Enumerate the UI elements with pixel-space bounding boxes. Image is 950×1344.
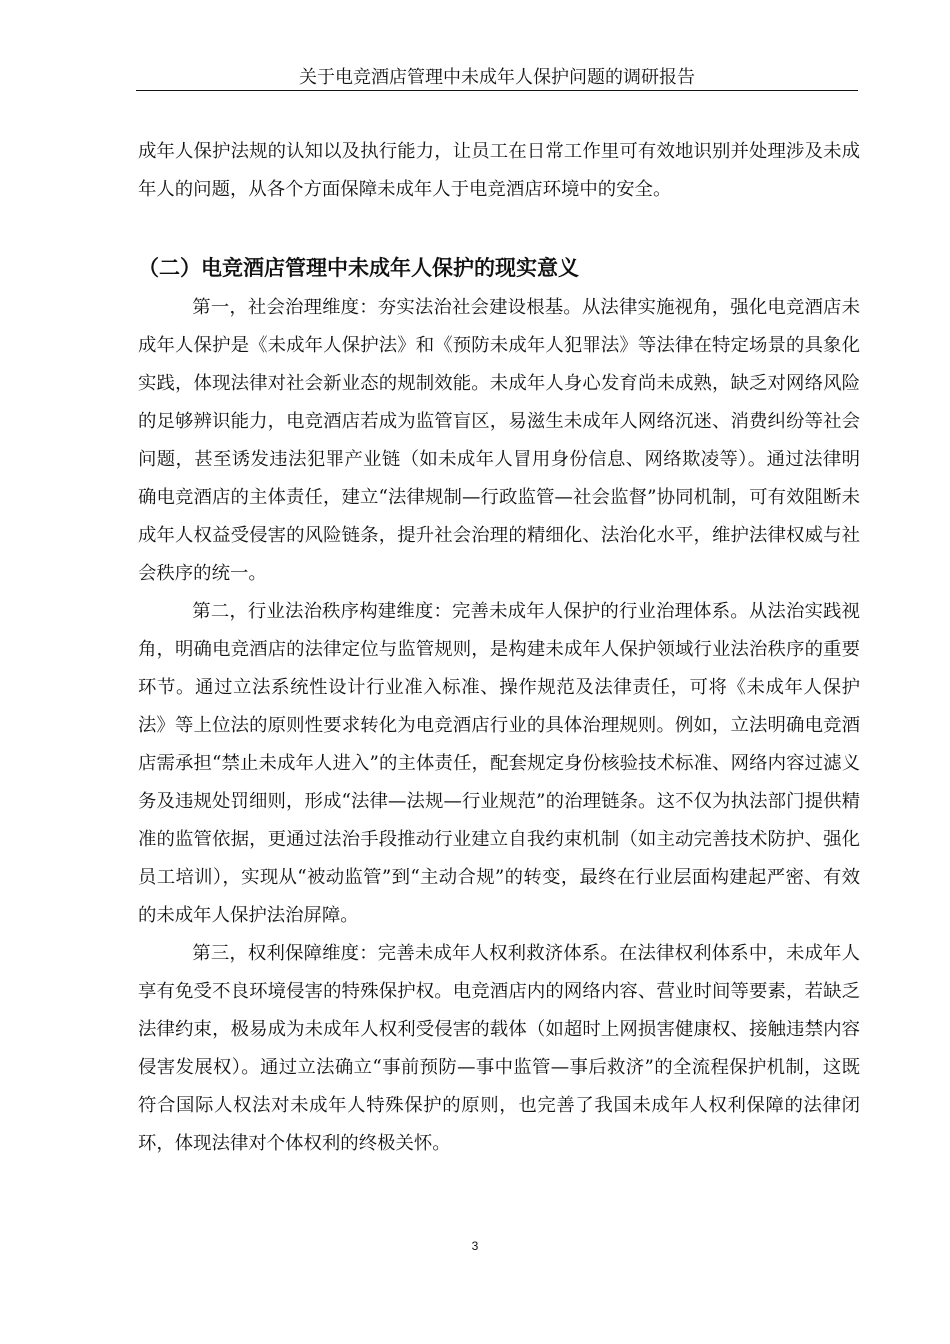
page-number: 3	[471, 1239, 479, 1253]
continued-paragraph: 成年人保护法规的认知以及执行能力，让员工在日常工作里可有效地识别并处理涉及未成年人的问题，从各个方面保障未成年人于电竞酒店环境中的安全。	[138, 141, 860, 200]
paragraph-industry-order: 第二，行业法治秩序构建维度：完善未成年人保护的行业治理体系。从法治实践视角，明确电竞酒店的法律定位与监管规则，是构建未成年人保护领域行业法治秩序的重要环节。通过立法系统性设计行业准入标准、操作规范及法律责任，可将《未成年人保护法》等上位法的原则性要求转化为电竞酒店行业的具体治理规则。例如，立法明确电竞酒店需承担“禁止未成年人进入”的主体责任，配套规定身份核验技术标准、网络内容过滤义务及违规处罚细则，形成“法律—法规—行业规范”的治理链条。这不仅为执法部门提供精准的监管依据，更通过法治手段推动行业建立自我约束机制（如主动完善技术防护、强化员工培训），实现从“被动监管”到“主动合规”的转变，最终在行业层面构建起严密、有效的未成年人保护法治屏障。	[138, 601, 860, 926]
paragraph-social-governance: 第一，社会治理维度：夯实法治社会建设根基。从法律实施视角，强化电竞酒店未成年人保护是《未成年人保护法》和《预防未成年人犯罪法》等法律在特定场景的具象化实践，体现法律对社会新业态的规制效能。未成年人身心发育尚未成熟，缺乏对网络风险的足够辨识能力，电竞酒店若成为监管盲区，易滋生未成年人网络沉迷、消费纠纷等社会问题，甚至诱发违法犯罪产业链（如未成年人冒用身份信息、网络欺凌等）。通过法律明确电竞酒店的主体责任，建立“法律规制—行政监管—社会监督”协同机制，可有效阻断未成年人权益受侵害的风险链条，提升社会治理的精细化、法治化水平，维护法律权威与社会秩序的统一。	[138, 297, 860, 584]
header-divider	[136, 90, 858, 91]
page-body	[138, 133, 860, 1163]
section-heading: （二）电竞酒店管理中未成年人保护的现实意义	[138, 256, 579, 280]
running-header-title: 关于电竞酒店管理中未成年人保护问题的调研报告	[299, 67, 695, 88]
paragraph-rights-protection: 第三，权利保障维度：完善未成年人权利救济体系。在法律权利体系中，未成年人享有免受不良环境侵害的特殊保护权。电竞酒店内的网络内容、营业时间等要素，若缺乏法律约束，极易成为未成年人权利受侵害的载体（如超时上网损害健康权、接触违禁内容侵害发展权）。通过立法确立“事前预防—事中监管—事后救济”的全流程保护机制，这既符合国际人权法对未成年人特殊保护的原则，也完善了我国未成年人权利保障的法律闭环，体现法律对个体权利的终极关怀。	[138, 943, 860, 1154]
